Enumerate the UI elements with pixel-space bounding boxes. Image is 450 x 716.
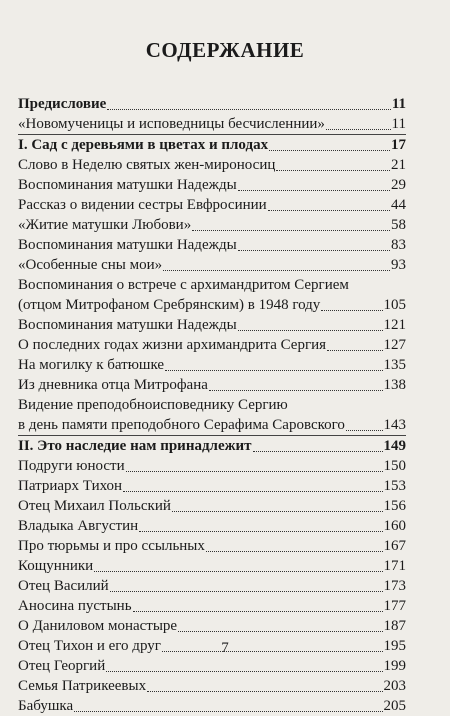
toc-entry bbox=[18, 516, 406, 536]
toc-entry-page: 29 bbox=[391, 177, 406, 193]
toc-entry-title: «Новомученицы и исповедницы бесчисленнии» bbox=[18, 116, 325, 132]
dot-leader bbox=[139, 531, 382, 532]
toc-entry bbox=[18, 335, 406, 355]
toc-entry-title: Воспоминания матушки Надежды bbox=[18, 317, 237, 333]
toc-entry bbox=[18, 616, 406, 636]
toc-entry bbox=[18, 435, 406, 456]
toc-entry-page: 199 bbox=[383, 658, 406, 674]
toc-entry-page: 153 bbox=[383, 478, 406, 494]
dot-leader bbox=[209, 390, 383, 391]
dot-leader bbox=[74, 711, 382, 712]
dot-leader bbox=[123, 491, 382, 492]
dot-leader bbox=[327, 350, 382, 351]
toc-entry-title: Семья Патрикеевых bbox=[18, 678, 147, 694]
dot-leader bbox=[238, 330, 383, 331]
toc-entry-page: 149 bbox=[383, 438, 406, 454]
toc-entry bbox=[18, 456, 406, 476]
dot-leader bbox=[107, 109, 391, 110]
toc-entry bbox=[18, 395, 406, 435]
dot-leader bbox=[268, 210, 390, 211]
toc-entry-title: Владыка Августин bbox=[18, 518, 139, 534]
dot-leader bbox=[326, 129, 391, 130]
dot-leader bbox=[163, 270, 390, 271]
toc-entry-title: Воспоминания матушки Надежды bbox=[18, 177, 237, 193]
toc-entry bbox=[18, 676, 406, 696]
toc-entry-title: Слово в Неделю святых жен-мироносиц bbox=[18, 157, 276, 173]
toc-entry bbox=[18, 355, 406, 375]
toc-entry-title: Подруги юности bbox=[18, 458, 125, 474]
dot-leader bbox=[276, 170, 390, 171]
toc-entry-page: 171 bbox=[383, 558, 406, 574]
toc-entry-title: II. Это наследие нам принадлежит bbox=[18, 438, 252, 454]
toc-entry-title: На могилку к батюшке bbox=[18, 357, 165, 373]
toc-entry bbox=[18, 596, 406, 616]
toc-entry-title: О Даниловом монастыре bbox=[18, 618, 178, 634]
toc-entry-title: «Житие матушки Любови» bbox=[18, 217, 192, 233]
toc-entry-page: 121 bbox=[383, 317, 406, 333]
toc-entry-title: в день памяти преподобного Серафима Саровского bbox=[18, 417, 345, 433]
toc-entry-page: 138 bbox=[383, 377, 406, 393]
toc-entry-page: 83 bbox=[391, 237, 406, 253]
toc-entry-title: Кощунники bbox=[18, 558, 94, 574]
toc-entry-title: Отец Георгий bbox=[18, 658, 106, 674]
toc-entry-title: О последних годах жизни архимандрита Сергия bbox=[18, 337, 327, 353]
toc-entry-title: «Особенные сны мои» bbox=[18, 257, 163, 273]
toc-entry-page: 167 bbox=[383, 538, 406, 554]
dot-leader bbox=[147, 691, 382, 692]
toc-entry bbox=[18, 556, 406, 576]
toc-entry-title: Воспоминания матушки Надежды bbox=[18, 237, 237, 253]
toc-entry-title: I. Сад с деревьями в цветах и плодах bbox=[18, 137, 269, 153]
toc-entry-page: 205 bbox=[383, 698, 406, 714]
toc-entry-page: 58 bbox=[391, 217, 406, 233]
toc-entry bbox=[18, 315, 406, 335]
dot-leader bbox=[165, 370, 382, 371]
toc-entry-page: 177 bbox=[383, 598, 406, 614]
toc-entry bbox=[18, 195, 406, 215]
toc-entry-title: Рассказ о видении сестры Евфросинии bbox=[18, 197, 267, 213]
toc-entry-title: Из дневника отца Митрофана bbox=[18, 377, 208, 393]
toc-entry-page: 105 bbox=[383, 297, 406, 313]
toc-entry bbox=[18, 134, 406, 155]
toc-entry bbox=[18, 375, 406, 395]
toc-entry-title: Аносина пустынь bbox=[18, 598, 132, 614]
toc-entry-title: Патриарх Тихон bbox=[18, 478, 123, 494]
toc-entry-page: 195 bbox=[383, 638, 406, 654]
toc-entry-page: 127 bbox=[383, 337, 406, 353]
toc-entry bbox=[18, 255, 406, 275]
toc-entry-page: 11 bbox=[391, 116, 406, 132]
toc-entry-page: 156 bbox=[383, 498, 406, 514]
toc-entry bbox=[18, 215, 406, 235]
dot-leader bbox=[346, 430, 383, 431]
toc-entry-title: Отец Тихон и его друг bbox=[18, 638, 161, 654]
page-number: 7 bbox=[221, 640, 229, 656]
dot-leader bbox=[110, 591, 383, 592]
toc-entry bbox=[18, 155, 406, 175]
dot-leader bbox=[321, 310, 382, 311]
toc-entry-page: 93 bbox=[391, 257, 406, 273]
toc-entry-title: Отец Михаил Польский bbox=[18, 498, 171, 514]
toc-entry-page: 203 bbox=[383, 678, 406, 694]
dot-leader bbox=[94, 571, 382, 572]
toc-entry bbox=[18, 235, 406, 255]
dot-leader bbox=[253, 451, 383, 452]
toc-entry-page: 143 bbox=[383, 417, 406, 433]
toc-entry-page: 17 bbox=[391, 137, 406, 153]
dot-leader bbox=[238, 250, 390, 251]
toc-entry-title: (отцом Митрофаном Сребрянским) в 1948 году bbox=[18, 297, 321, 313]
toc-entry bbox=[18, 114, 406, 134]
toc-heading: СОДЕРЖАНИЕ bbox=[145, 38, 305, 62]
dot-leader bbox=[269, 150, 390, 151]
toc-entry bbox=[18, 696, 406, 716]
toc-entry-page: 150 bbox=[383, 458, 406, 474]
toc-entry-page: 44 bbox=[391, 197, 406, 213]
toc-entry-title: Предисловие bbox=[18, 96, 107, 112]
dot-leader bbox=[206, 551, 383, 552]
toc-entry-page: 160 bbox=[383, 518, 406, 534]
toc-entry-page: 11 bbox=[391, 96, 406, 112]
toc-entry-page: 21 bbox=[391, 157, 406, 173]
toc-entry bbox=[18, 496, 406, 516]
toc-entry-page: 135 bbox=[383, 357, 406, 373]
toc-entry-title-line: Воспоминания о встрече с архимандритом Сергием bbox=[18, 277, 349, 293]
toc-entry-page: 173 bbox=[383, 578, 406, 594]
toc-entry-title: Про тюрьмы и про ссыльных bbox=[18, 538, 205, 554]
toc-entry-title: Отец Василий bbox=[18, 578, 109, 594]
dot-leader bbox=[178, 631, 382, 632]
toc-entry bbox=[18, 536, 406, 556]
toc-entry bbox=[18, 175, 406, 195]
dot-leader bbox=[106, 671, 382, 672]
toc-entry bbox=[18, 576, 406, 596]
toc-entry-title-line: Видение преподобноисповеднику Сергию bbox=[18, 397, 288, 413]
toc-entry bbox=[18, 275, 406, 315]
toc-entry-page: 187 bbox=[383, 618, 406, 634]
dot-leader bbox=[238, 190, 390, 191]
dot-leader bbox=[172, 511, 383, 512]
toc-entry bbox=[18, 94, 406, 114]
dot-leader bbox=[192, 230, 390, 231]
toc-list bbox=[18, 94, 406, 716]
toc-entry bbox=[18, 656, 406, 676]
dot-leader bbox=[133, 611, 383, 612]
toc-entry-title: Бабушка bbox=[18, 698, 74, 714]
toc-entry bbox=[18, 476, 406, 496]
dot-leader bbox=[126, 471, 383, 472]
